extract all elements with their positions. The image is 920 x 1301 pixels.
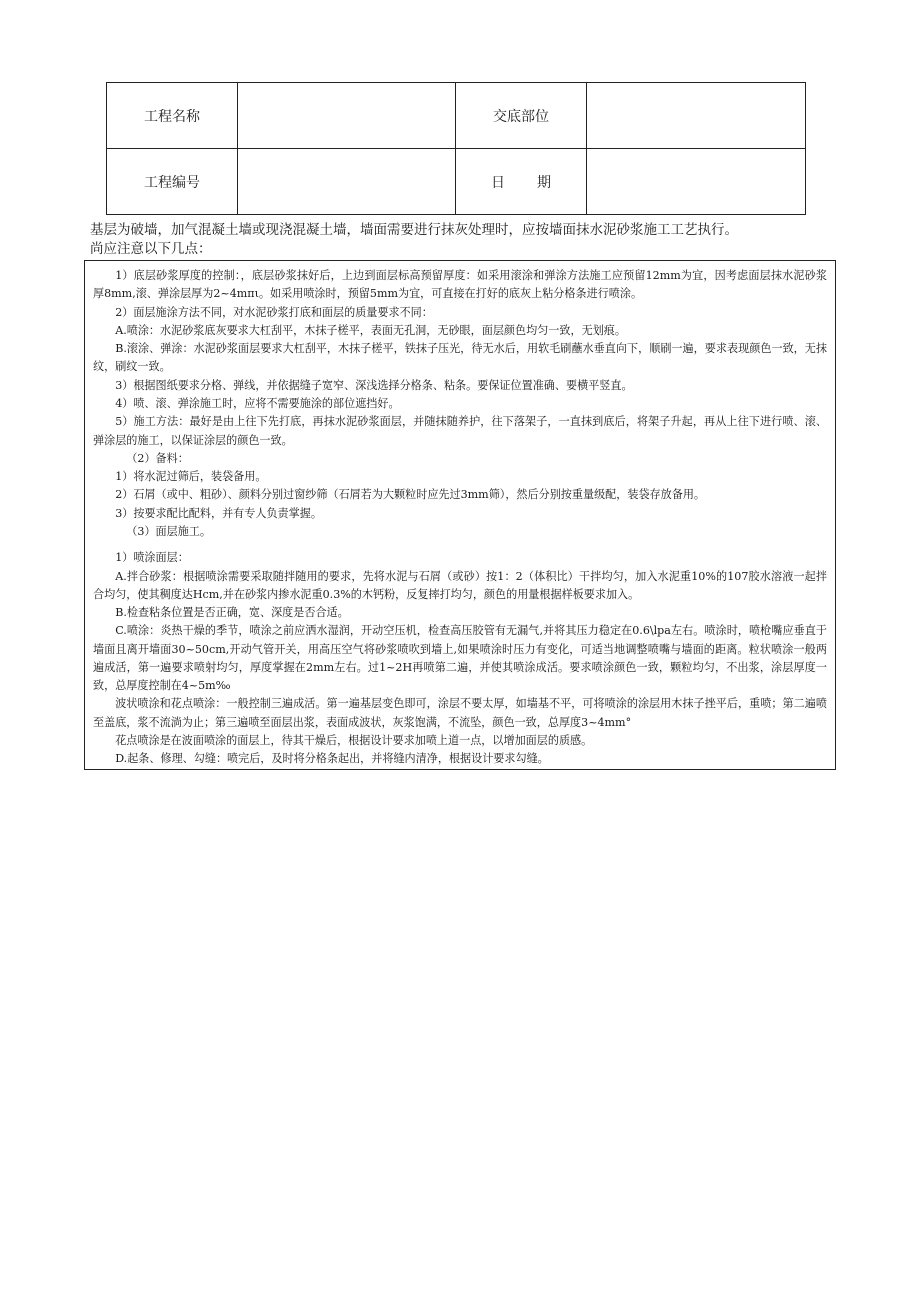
date-label-char-1: 日 bbox=[491, 174, 505, 191]
paragraph-6: 4）喷、滚、弹涂施工时，应将不需要施涂的部位遮挡好。 bbox=[115, 396, 400, 410]
date-label-char-2: 期 bbox=[537, 174, 551, 191]
date-value bbox=[587, 149, 806, 215]
location-label: 交底部位 bbox=[456, 83, 587, 149]
paragraph-3: A.喷涂：水泥砂浆底灰要求大杠刮平，木抹子槎平，表面无孔洞，无砂眼，面层颜色均匀一致，无划痕。 bbox=[115, 323, 626, 337]
paragraph-7: 5）施工方法：最好是由上往下先打底，再抹水泥砂浆面层，并随抹随养护，往下落架子，一直抹到底后，将架子升起，再从上往下进行喷、滚、弹涂层的施工，以保证涂层的颜色一致。 bbox=[93, 415, 827, 447]
project-no-label: 工程编号 bbox=[107, 149, 238, 215]
paragraph-1: 1）底层砂浆厚度的控制：，底层砂浆抹好后，上边到面层标高预留厚度：如采用滚涂和弹涂方法施工应预留12mm为宜，因考虑面层抹水泥砂浆厚8mm,滚、弹涂层厚为2~4mπι。如采用喷涂时，预留5mm为宜，可直接在打好的底灰上粘分格条进行喷涂。 bbox=[93, 269, 827, 301]
paragraph-9: 1）将水泥过筛后，装袋备用。 bbox=[115, 470, 267, 484]
section-heading-surface: （3）面层施工。 bbox=[126, 524, 212, 538]
header-row-1 bbox=[107, 83, 806, 149]
paragraph-16: C.喷涂：炎热干燥的季节，喷涂之前应洒水湿润，开动空压机，检查高压胶管有无漏气,并将其压力稳定在0.6\lpa左右。喷涂时，喷枪嘴应垂直于墙面且离开墙面30~50cm,开动气管开关，用高压空气将砂浆喷吹到墙上,如果喷涂时压力有变化，可适当地调整喷嘴与墙面的距离。粒状喷涂一般两遍成活，第一遍要求喷射均匀，厚度掌握在2mm左右。过1~2H再喷第二遍，并使其喷涂成活。要求喷涂颜色一致，颗粒均匀，不出浆，涂层厚度一致，总厚度控制在4~5m‰ bbox=[93, 624, 827, 693]
paragraph-17: 波状喷涂和花点喷涂：一般控制三遍成活。第一遍基层变色即可，涂层不要太厚，如墙基不平，可将喷涂的涂层用木抹子挫平后，重喷；第二遍喷至盖底，浆不流淌为止；第三遍喷至面层出浆，表面成波状，灰浆饱满，不流坠，颜色一致，总厚度3~4mm° bbox=[93, 697, 827, 729]
intro-line-2: 尚应注意以下几点： bbox=[90, 241, 212, 257]
paragraph-15: B.检查粘条位置是否正确，宽、深度是否合适。 bbox=[115, 606, 349, 620]
paragraph-5: 3）根据图纸要求分格、弹线，并依据缝子宽窄、深浅选择分格条、粘条。要保证位置准确、要横平竖直。 bbox=[115, 378, 633, 392]
project-name-value bbox=[238, 83, 456, 149]
project-name-label: 工程名称 bbox=[107, 83, 238, 149]
paragraph-10: 2）石屑（或中、粗砂）、颜料分别过窗纱筛（石屑若为大颗粒时应先过3mm筛），然后分别按重量级配，装袋存放备用。 bbox=[115, 488, 706, 502]
paragraph-13: 1）喷涂面层： bbox=[115, 551, 189, 565]
section-heading-materials: （2）备料： bbox=[126, 451, 189, 465]
date-label bbox=[456, 149, 587, 215]
paragraph-2: 2）面层施涂方法不同，对水泥砂浆打底和面层的质量要求不同： bbox=[115, 305, 433, 319]
paragraph-19: D.起条、修理、勾缝：喷完后，及时将分格条起出，并将缝内清净，根据设计要求勾缝。 bbox=[115, 752, 549, 766]
location-value bbox=[587, 83, 806, 149]
intro-text bbox=[90, 221, 830, 259]
header-table bbox=[106, 82, 806, 215]
paragraph-14: A.拌合砂浆：根据喷涂需要采取随拌随用的要求，先将水泥与石屑（或砂）按1：2（体积比）干拌均匀，加入水泥重10%的107胶水溶液一起拌合均匀，使其稠度达Hcm,并在砂浆内掺水泥重0.3%的木钙粉，反复摔打均匀，颜色的用量根据样板要求加入。 bbox=[93, 569, 827, 601]
paragraph-11: 3）按要求配比配料，并有专人负责掌握。 bbox=[115, 506, 322, 520]
content-box bbox=[84, 260, 836, 770]
project-no-value bbox=[238, 149, 456, 215]
paragraph-18: 花点喷涂是在波面喷涂的面层上，待其干燥后，根据设计要求加喷上道一点，以增加面层的质感。 bbox=[115, 734, 593, 748]
header-row-2 bbox=[107, 149, 806, 215]
intro-line-1: 基层为破墙，加气混凝土墙或现浇混凝土墙，墙面需要进行抹灰处理时，应按墙面抹水泥砂浆施工工艺执行。 bbox=[90, 222, 738, 238]
paragraph-4: B.滚涂、弹涂：水泥砂浆面层要求大杠刮平，木抹子槎平，铁抹子压光，待无水后，用软毛刷蘸水垂直向下，顺刷一遍，要求表现颜色一致，无抹纹，刷纹一致。 bbox=[93, 342, 827, 374]
